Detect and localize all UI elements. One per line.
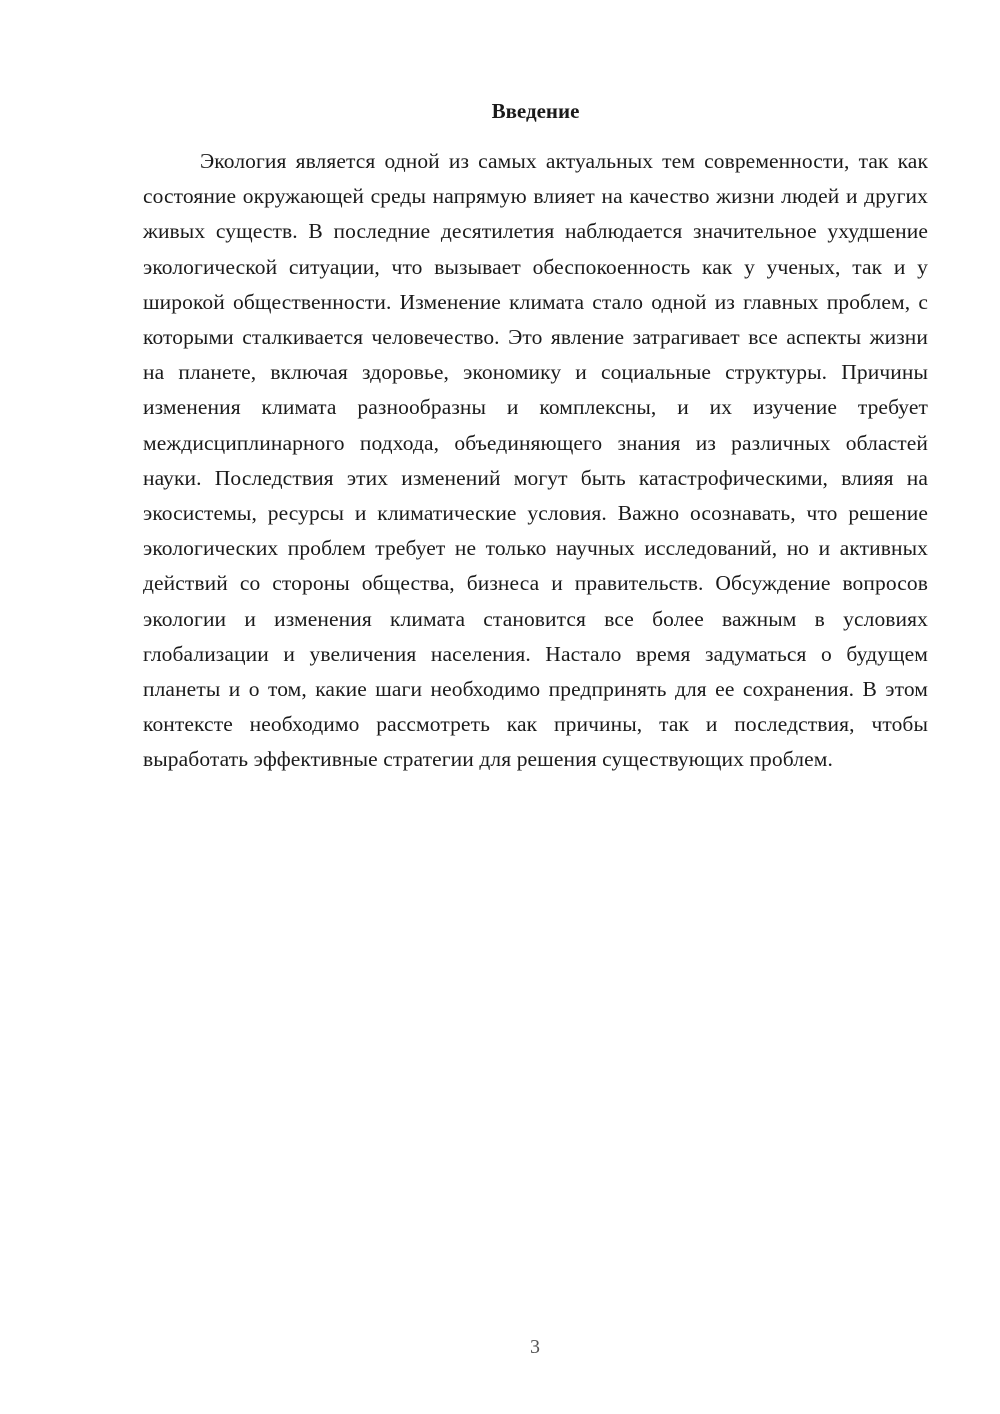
- intro-paragraph: Экология является одной из самых актуальных тем современности, так как состояние окружающей среды напрямую влияет на качество жизни людей и других живых существ. В последние десятилетия наблюдается значительное ухудшение экологической ситуации, что вызывает обеспокоенность как у ученых, так и у широкой общественности. Изменение климата стало одной из главных проблем, с которыми сталкивается человечество. Это явление затрагивает все аспекты жизни на планете, включая здоровье, экономику и социальные структуры. Причины изменения климата разнообразны и комплексны, и их изучение требует междисциплинарного подхода, объединяющего знания из различных областей науки. Последствия этих изменений могут быть катастрофическими, влияя на экосистемы, ресурсы и климатические условия. Важно осознавать, что решение экологических проблем требует не только научных исследований, но и активных действий со стороны общества, бизнеса и правительств. Обсуждение вопросов экологии и изменения климата становится все более важным в условиях глобализации и увеличения населения. Настало время задуматься о будущем планеты и о том, какие шаги необходимо предпринять для ее сохранения. В этом контексте необходимо рассмотреть как причины, так и последствия, чтобы выработать эффективные стратегии для решения существующих проблем.: [143, 149, 928, 772]
- section-heading: Введение: [491, 99, 580, 123]
- page-number: 3: [530, 1336, 540, 1358]
